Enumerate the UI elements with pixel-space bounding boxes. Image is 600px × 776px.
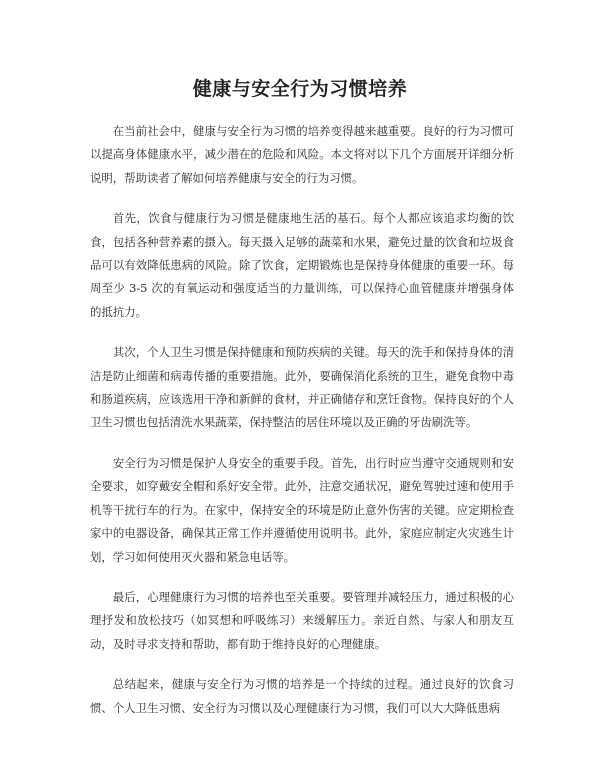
paragraph-mental-health: 最后，心理健康行为习惯的培养也至关重要。要管理并减轻压力，通过积极的心理抒发和放松技巧（如冥想和呼吸练习）来缓解压力。亲近自然、与家人和朋友互动，及时寻求支持和帮助，都有助于维持良好的心理健康。 [90, 589, 514, 651]
paragraph-intro: 在当前社会中，健康与安全行为习惯的培养变得越来越重要。良好的行为习惯可以提高身体健康水平，减少潜在的危险和风险。本文将对以下几个方面展开详细分析说明，帮助读者了解如何培养健康与安全的行为习惯。 [90, 124, 514, 185]
paragraph-diet-exercise: 首先，饮食与健康行为习惯是健康地生活的基石。每个人都应该追求均衡的饮食，包括各种营养素的摄入。每天摄入足够的蔬菜和水果，避免过量的饮食和垃圾食品可以有效降低患病的风险。除了饮食，定期锻炼也是保持身体健康的重要一环。每周至少 3-5 次的有氧运动和强度适当的力量训练，可以保持心血管健康并增强身体的抵抗力。 [90, 211, 514, 319]
document-title: 健康与安全行为习惯培养 [192, 78, 408, 100]
paragraph-safety-behavior: 安全行为习惯是保护人身安全的重要手段。首先，出行时应当遵守交通规则和安全要求，如穿戴安全帽和系好安全带。此外，注意交通状况，避免驾驶过速和使用手机等干扰行车的行为。在家中，保持安全的环境是防止意外伤害的关键。应定期检查家中的电器设备，确保其正常工作并遵循使用说明书。此外，家庭应制定火灾逃生计划，学习如何使用灭火器和紧急电话等。 [90, 455, 514, 564]
document-body [90, 120, 514, 737]
paragraph-summary: 总结起来，健康与安全行为习惯的培养是一个持续的过程。通过良好的饮食习惯、个人卫生习惯、安全行为习惯以及心理健康行为习惯，我们可以大大降低患病 [90, 677, 514, 715]
paragraph-personal-hygiene: 其次，个人卫生习惯是保持健康和预防疾病的关键。每天的洗手和保持身体的清洁是防止细菌和病毒传播的重要措施。此外，要确保消化系统的卫生，避免食物中毒和肠道疾病，应该选用干净和新鲜的食材，并正确储存和烹饪食物。保持良好的个人卫生习惯也包括清洗水果蔬菜，保持整洁的居住环境以及正确的牙齿刷洗等。 [90, 345, 514, 430]
